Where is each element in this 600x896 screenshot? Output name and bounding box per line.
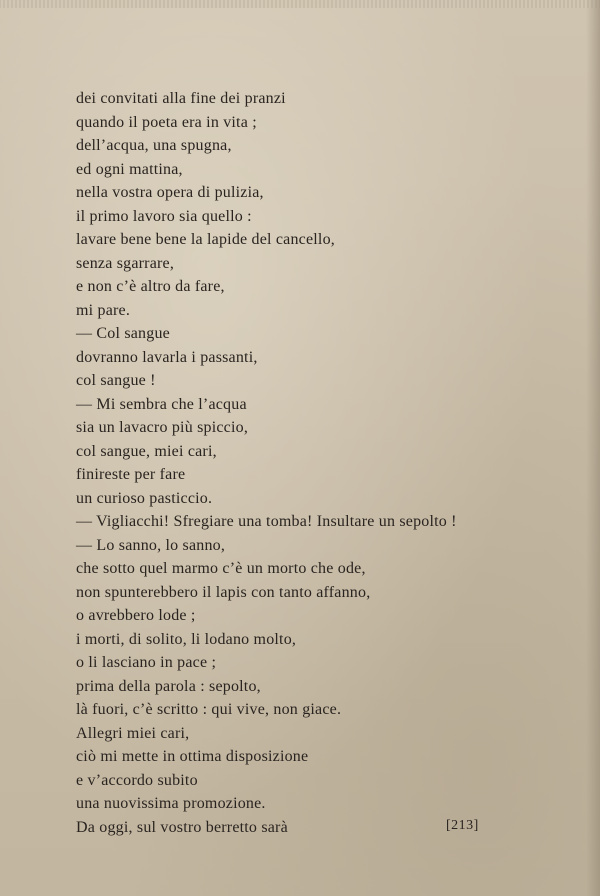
poem-line: finireste per fare <box>76 466 186 483</box>
page-top-edge <box>0 0 600 8</box>
poem-line: ed ogni mattina, <box>76 160 183 178</box>
poem-line: prima della parola : sepolto, <box>76 677 261 695</box>
poem-line: o li lasciano in pace ; <box>76 654 217 671</box>
poem-line: una nuovissima promozione. <box>76 795 266 812</box>
poem-line: dei convitati alla fine dei pranzi <box>76 90 286 107</box>
poem-line: che sotto quel marmo c’è un morto che ode, <box>76 560 366 577</box>
poem-line: il primo lavoro sia quello : <box>76 207 252 225</box>
page-binding-shadow <box>586 0 600 896</box>
poem-line: col sangue ! <box>76 372 156 389</box>
poem-line: dovranno lavarla i passanti, <box>76 348 258 366</box>
poem-line: un curioso pasticcio. <box>76 489 213 507</box>
poem-line: quando il poeta era in vita ; <box>76 113 257 131</box>
poem-line: nella vostra opera di pulizia, <box>76 184 264 201</box>
poem-text-block <box>76 87 516 839</box>
page-number: [213] <box>446 818 479 833</box>
poem-line: e non c’è altro da fare, <box>76 278 225 295</box>
poem-line: non spunterebbero il lapis con tanto affanno, <box>76 583 371 601</box>
poem-line: là fuori, c’è scritto : qui vive, non giace. <box>76 701 342 718</box>
poem-line: sia un lavacro più spiccio, <box>76 419 249 436</box>
poem-line: — Vigliacchi! Sfregiare una tomba! Insultare un sepolto ! <box>76 513 457 530</box>
poem-line: col sangue, miei cari, <box>76 442 217 460</box>
poem-line: Da oggi, sul vostro berretto sarà <box>76 818 288 836</box>
poem-line: e v’accordo subito <box>76 771 198 789</box>
poem-line: Allegri miei cari, <box>76 724 190 742</box>
poem-line: dell’acqua, una spugna, <box>76 137 232 154</box>
poem-line: — Lo sanno, lo sanno, <box>76 536 226 554</box>
poem-line: o avrebbero lode ; <box>76 607 196 624</box>
poem-line: i morti, di solito, li lodano molto, <box>76 630 297 648</box>
poem-line: — Mi sembra che l’acqua <box>76 395 247 413</box>
poem-line: senza sgarrare, <box>76 254 175 272</box>
poem-line: ciò mi mette in ottima disposizione <box>76 748 309 765</box>
poem-line: — Col sangue <box>76 325 170 342</box>
poem-line: lavare bene bene la lapide del cancello, <box>76 231 335 248</box>
poem-line: mi pare. <box>76 301 131 319</box>
